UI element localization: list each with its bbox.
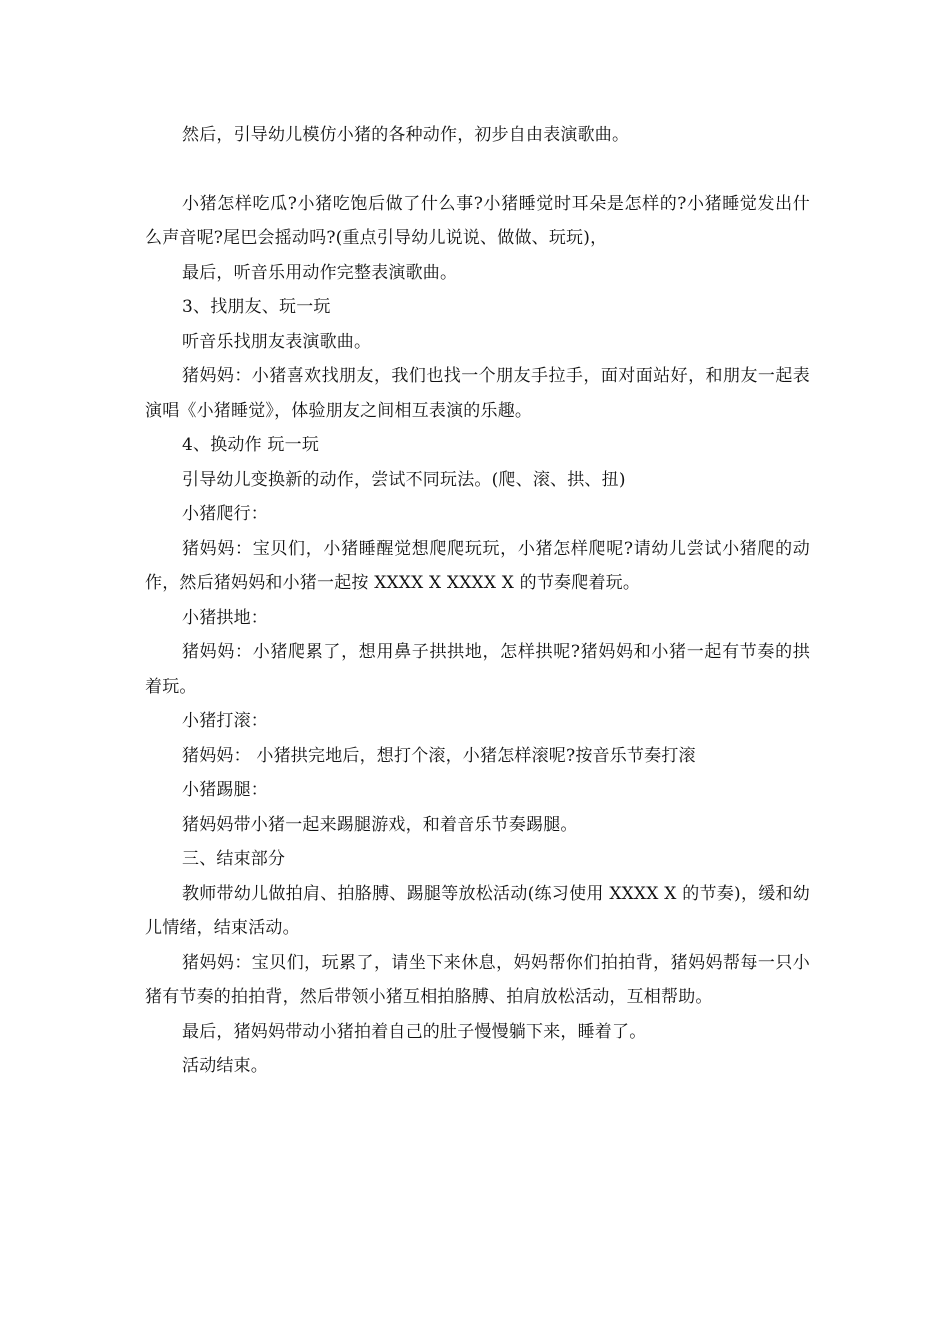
paragraph: 猪妈妈：小猪喜欢找朋友，我们也找一个朋友手拉手，面对面站好，和朋友一起表演唱《小猪睡觉》，体验朋友之间相互表演的乐趣。 [145,366,810,421]
paragraph-questions: 小猪怎样吃瓜?小猪吃饱后做了什么事?小猪睡觉时耳朵是怎样的?小猪睡觉发出什么声音呢?尾巴会摇动吗?(重点引导幼儿说说、做做、玩玩)， [145,193,810,248]
paragraph-intro: 然后，引导幼儿模仿小猪的各种动作，初步自由表演歌曲。 [182,125,630,145]
paragraph: 最后，猪妈妈带动小猪拍着自己的肚子慢慢躺下来，睡着了。 [182,1021,647,1042]
sub-heading: 小猪打滚： [182,711,268,731]
section-heading: 三、结束部分 [182,849,286,869]
blank-line [145,153,810,187]
paragraph: 猪妈妈：宝贝们，玩累了，请坐下来休息，妈妈帮你们拍拍背，猪妈妈帮每一只小猪有节奏的拍拍背，然后带领小猪互相拍胳膊、拍肩放松活动，互相帮助。 [145,952,810,1007]
document-body [145,118,810,1084]
section-heading: 3、找朋友、玩一玩 [182,297,331,317]
paragraph: 猪妈妈带小猪一起来踢腿游戏，和着音乐节奏踢腿。 [182,814,578,835]
paragraph: 听音乐找朋友表演歌曲。 [182,331,372,352]
paragraph: 猪妈妈：小猪爬累了，想用鼻子拱拱地，怎样拱呢?猪妈妈和小猪一起有节奏的拱着玩。 [145,642,810,697]
sub-heading: 小猪拱地： [182,607,268,628]
paragraph-end: 活动结束。 [182,1056,268,1076]
paragraph: 教师带幼儿做拍肩、拍胳膊、踢腿等放松活动(练习使用 XXXX X 的节奏)，缓和幼儿情绪，结束活动。 [145,883,810,938]
section-heading: 4、换动作 玩一玩 [182,435,320,455]
paragraph: 最后，听音乐用动作完整表演歌曲。 [182,262,458,283]
paragraph: 引导幼儿变换新的动作，尝试不同玩法。(爬、滚、拱、扭) [182,469,626,490]
paragraph: 猪妈妈： 小猪拱完地后，想打个滚，小猪怎样滚呢?按音乐节奏打滚 [182,745,696,766]
paragraph: 猪妈妈：宝贝们，小猪睡醒觉想爬爬玩玩，小猪怎样爬呢?请幼儿尝试小猪爬的动作，然后猪妈妈和小猪一起按 XXXX X XXXX X 的节奏爬着玩。 [145,538,810,593]
sub-heading: 小猪踢腿： [182,780,268,800]
sub-heading: 小猪爬行： [182,504,268,524]
